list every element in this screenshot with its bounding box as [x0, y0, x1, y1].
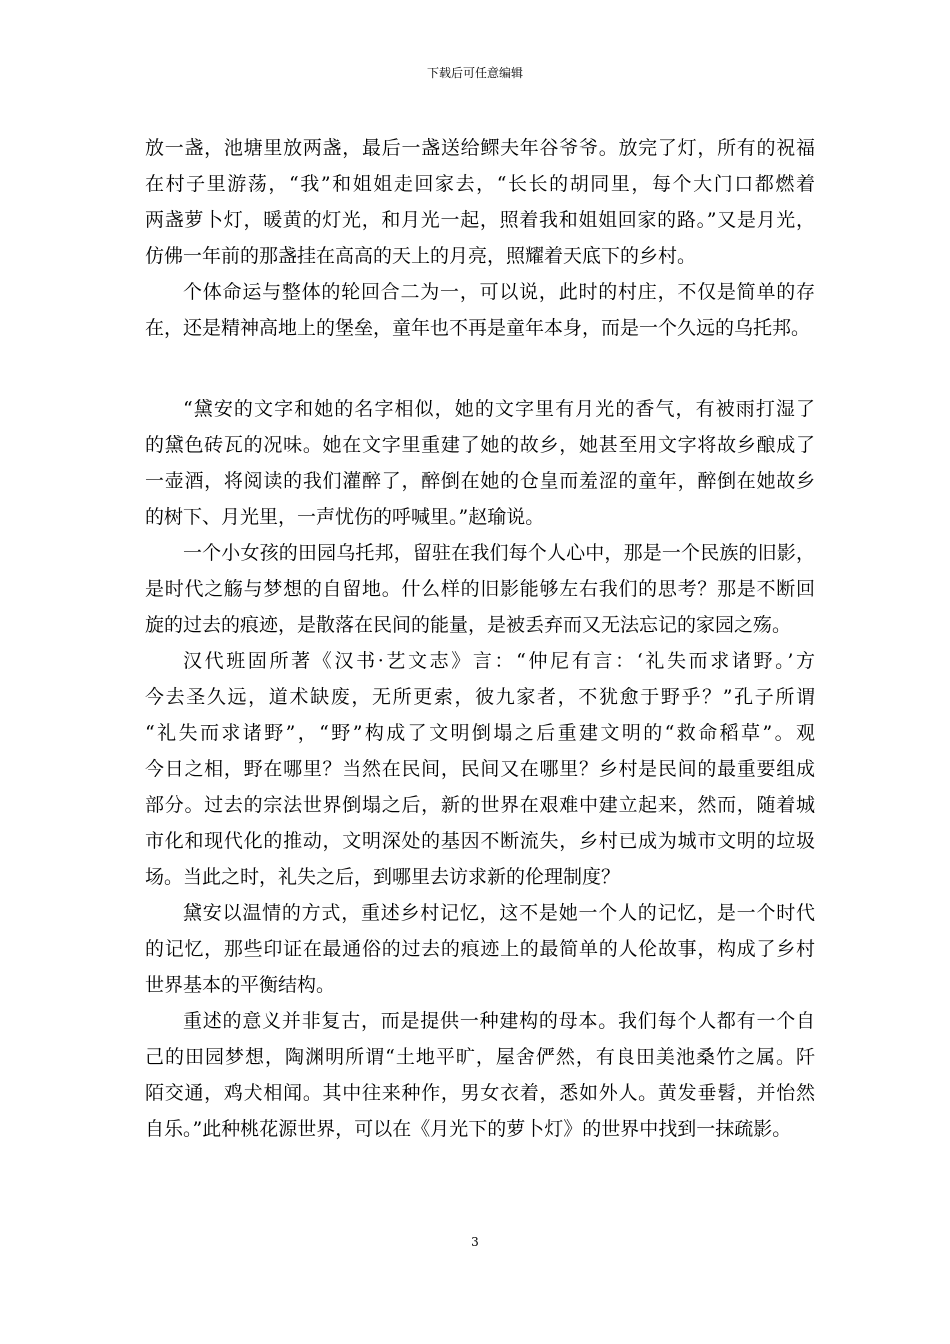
paragraph — [145, 274, 815, 346]
paragraph-gap — [145, 346, 815, 391]
paragraph — [145, 391, 815, 535]
text-line: 世界基本的平衡结构。 — [145, 974, 336, 996]
text-line: 一壶酒，将阅读的我们灌醉了，醉倒在她的仓皇而羞涩的童年，醉倒在她故乡 — [145, 470, 815, 492]
page-number: 3 — [471, 1235, 479, 1249]
text-line: 汉代班固所著《汉书·艺文志》言：“仲尼有言：‘礼失而求诸野。’方 — [183, 650, 815, 672]
text-line: 的黛色砖瓦的况味。她在文字里重建了她的故乡，她甚至用文字将故乡酿成了 — [145, 434, 815, 456]
page-header: 下载后可任意编辑 — [426, 66, 523, 80]
text-line: 陌交通，鸡犬相闻。其中往来种作，男女衣着，悉如外人。黄发垂髫，并怡然 — [145, 1082, 815, 1104]
text-line: 在村子里游荡，“我”和姐姐走回家去，“长长的胡同里，每个大门口都燃着 — [145, 173, 815, 195]
paragraph — [145, 895, 815, 1003]
text-line: 今日之相，野在哪里？当然在民间，民间又在哪里？乡村是民间的最重要组成 — [145, 758, 815, 780]
text-line: 的树下、月光里，一声忧伤的呼喊里。”赵瑜说。 — [145, 506, 545, 528]
text-line: “礼失而求诸野”，“野”构成了文明倒塌之后重建文明的“救命稻草”。观 — [145, 722, 815, 744]
text-line: 己的田园梦想，陶渊明所谓“土地平旷，屋舍俨然，有良田美池桑竹之属。阡 — [145, 1046, 815, 1068]
text-line: 在，还是精神高地上的堡垒，童年也不再是童年本身，而是一个久远的乌托邦。 — [145, 317, 811, 339]
text-line: 放一盏，池塘里放两盏，最后一盏送给鳏夫年谷爷爷。放完了灯，所有的祝福 — [145, 137, 815, 159]
document-body — [145, 130, 815, 1147]
text-line: 一个小女孩的田园乌托邦，留驻在我们每个人心中，那是一个民族的旧影， — [183, 542, 815, 564]
text-line: “黛安的文字和她的名字相似，她的文字里有月光的香气，有被雨打湿了 — [183, 398, 815, 420]
text-line: 重述的意义并非复古，而是提供一种建构的母本。我们每个人都有一个自 — [183, 1010, 815, 1032]
text-line: 旋的过去的痕迹，是散落在民间的能量，是被丢弃而又无法忘记的家园之殇。 — [145, 614, 792, 636]
paragraph — [145, 1003, 815, 1147]
paragraph — [145, 130, 815, 274]
text-line: 黛安以温情的方式，重述乡村记忆，这不是她一个人的记忆，是一个时代 — [183, 902, 815, 924]
text-line: 仿佛一年前的那盏挂在高高的天上的月亮，照耀着天底下的乡村。 — [145, 245, 697, 267]
text-line: 的记忆，那些印证在最通俗的过去的痕迹上的最简单的人伦故事，构成了乡村 — [145, 938, 815, 960]
text-line: 两盏萝卜灯，暖黄的灯光，和月光一起，照着我和姐姐回家的路。”又是月光， — [145, 209, 815, 231]
text-line: 自乐。”此种桃花源世界，可以在《月光下的萝卜灯》的世界中找到一抹疏影。 — [145, 1118, 792, 1140]
text-line: 是时代之觞与梦想的自留地。什么样的旧影能够左右我们的思考？那是不断回 — [145, 578, 815, 600]
text-line: 部分。过去的宗法世界倒塌之后，新的世界在艰难中建立起来，然而，随着城 — [145, 794, 815, 816]
text-line: 市化和现代化的推动，文明深处的基因不断流失，乡村已成为城市文明的垃圾 — [145, 830, 815, 852]
text-line: 个体命运与整体的轮回合二为一，可以说，此时的村庄，不仅是简单的存 — [183, 281, 815, 303]
paragraph — [145, 643, 815, 895]
text-line: 今去圣久远，道术缺废，无所更索，彼九家者，不犹愈于野乎？”孔子所谓 — [145, 686, 815, 708]
text-line: 场。当此之时，礼失之后，到哪里去访求新的伦理制度？ — [145, 866, 621, 888]
paragraph — [145, 535, 815, 643]
